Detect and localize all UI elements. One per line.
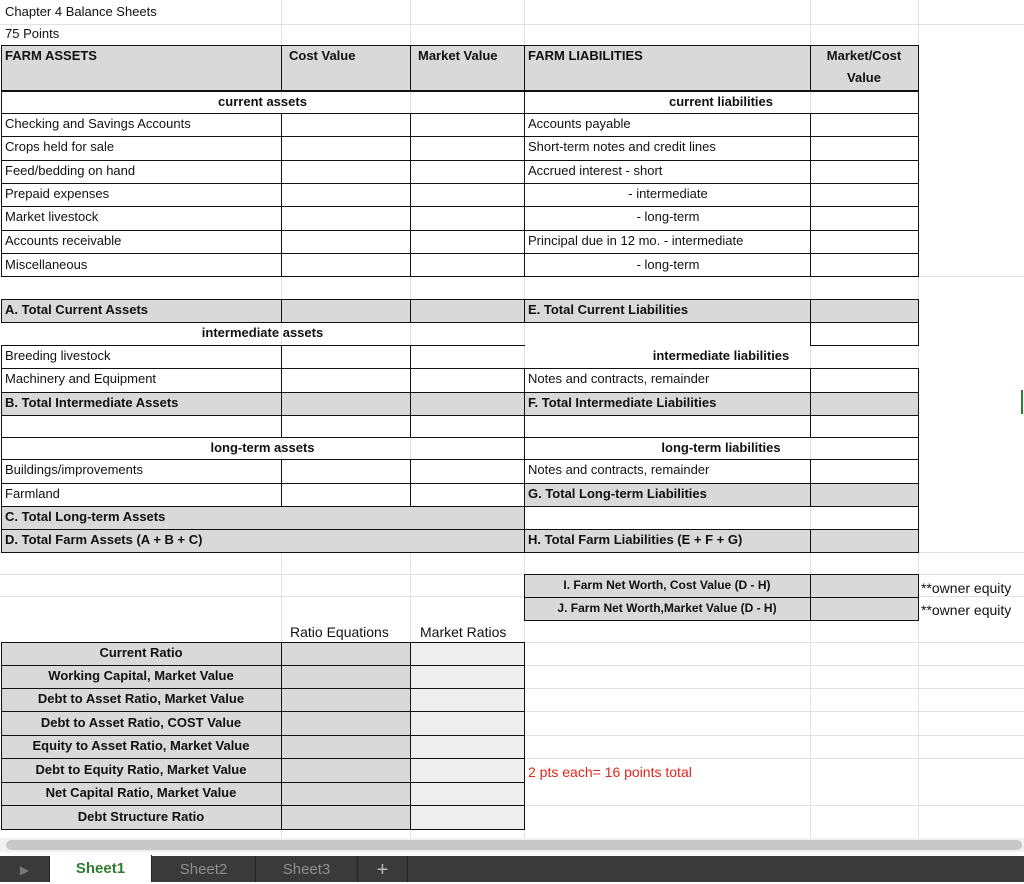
asset-row[interactable]: Machinery and Equipment — [5, 371, 157, 386]
asset-row[interactable]: Breeding livestock — [5, 348, 111, 363]
horizontal-scrollbar[interactable] — [0, 838, 1024, 852]
total-intermediate-liabilities: F. Total Intermediate Liabilities — [528, 395, 717, 410]
tab-sheet3[interactable]: Sheet3 — [256, 856, 358, 882]
sheet-tab-bar — [0, 856, 1024, 882]
assets-title: FARM ASSETS — [5, 48, 97, 63]
tab-sheet1[interactable]: Sheet1 — [50, 855, 152, 882]
liability-row[interactable]: Notes and contracts, remainder — [528, 371, 710, 386]
ratio-row[interactable]: Net Capital Ratio, Market Value — [45, 785, 237, 800]
owner-equity-note: **owner equity — [921, 602, 1012, 618]
asset-row[interactable]: Market livestock — [5, 209, 99, 224]
total-intermediate-assets: B. Total Intermediate Assets — [5, 395, 179, 410]
asset-row[interactable]: Prepaid expenses — [5, 186, 110, 201]
intermediate-assets-header: intermediate assets — [201, 325, 324, 340]
ratio-equations-header: Ratio Equations — [290, 624, 389, 640]
total-longterm-assets: C. Total Long-term Assets — [5, 509, 166, 524]
total-current-liabilities: E. Total Current Liabilities — [528, 302, 689, 317]
total-farm-liabilities: H. Total Farm Liabilities (E + F + G) — [528, 532, 743, 547]
asset-row[interactable]: Buildings/improvements — [5, 462, 144, 477]
value-header: Value — [847, 70, 881, 85]
liabilities-title: FARM LIABILITIES — [528, 48, 643, 63]
liability-row[interactable]: Notes and contracts, remainder — [528, 462, 710, 477]
ratio-row[interactable]: Working Capital, Market Value — [48, 668, 234, 683]
asset-row[interactable]: Checking and Savings Accounts — [5, 116, 191, 131]
asset-row[interactable]: Feed/bedding on hand — [5, 163, 136, 178]
asset-row[interactable]: Accounts receivable — [5, 233, 122, 248]
longterm-liabilities-header: long-term liabilities — [661, 440, 781, 455]
liability-row[interactable]: - long-term — [636, 209, 700, 224]
liability-row[interactable]: Accrued interest - short — [528, 163, 663, 178]
tab-sheet2[interactable]: Sheet2 — [152, 856, 256, 882]
asset-row[interactable]: Miscellaneous — [5, 257, 88, 272]
asset-row[interactable]: Crops held for sale — [5, 139, 115, 154]
ratio-row[interactable]: Debt to Asset Ratio, COST Value — [40, 715, 242, 730]
cost-value-header: Cost Value — [289, 48, 356, 63]
ratio-row[interactable]: Debt Structure Ratio — [77, 809, 205, 824]
add-sheet-icon[interactable]: + — [358, 856, 408, 882]
total-longterm-liabilities: G. Total Long-term Liabilities — [528, 486, 707, 501]
liability-row[interactable]: - intermediate — [628, 186, 708, 201]
net-worth-market: J. Farm Net Worth,Market Value (D - H) — [557, 601, 777, 615]
points-label: 75 Points — [5, 26, 60, 41]
chapter-title: Chapter 4 Balance Sheets — [5, 4, 157, 19]
total-farm-assets: D. Total Farm Assets (A + B + C) — [5, 532, 203, 547]
liability-row[interactable]: - long-term — [636, 257, 700, 272]
points-note: 2 pts each= 16 points total — [528, 764, 692, 780]
ratio-row[interactable]: Debt to Equity Ratio, Market Value — [35, 762, 247, 777]
selection-marker — [1021, 390, 1023, 414]
liability-row[interactable]: Principal due in 12 mo. - intermediate — [528, 233, 744, 248]
intermediate-liabilities-header: intermediate liabilities — [652, 348, 790, 363]
current-liabilities-header: current liabilities — [668, 94, 774, 109]
scrollbar-thumb[interactable] — [6, 840, 1022, 850]
ratio-row[interactable]: Debt to Asset Ratio, Market Value — [37, 691, 245, 706]
liability-row[interactable]: Short-term notes and credit lines — [528, 139, 716, 154]
market-cost-header: Market/Cost — [826, 48, 902, 63]
net-worth-cost: I. Farm Net Worth, Cost Value (D - H) — [563, 578, 771, 592]
market-value-header: Market Value — [418, 48, 498, 63]
ratio-row[interactable]: Equity to Asset Ratio, Market Value — [32, 738, 250, 753]
asset-row[interactable]: Farmland — [5, 486, 60, 501]
current-assets-header: current assets — [218, 94, 307, 109]
market-ratios-header: Market Ratios — [420, 624, 507, 640]
longterm-assets-header: long-term assets — [210, 440, 315, 455]
ratio-row[interactable]: Current Ratio — [99, 645, 183, 660]
total-current-assets: A. Total Current Assets — [5, 302, 149, 317]
owner-equity-note: **owner equity — [921, 580, 1012, 596]
play-icon[interactable]: ▶ — [0, 856, 50, 882]
liability-row[interactable]: Accounts payable — [528, 116, 631, 131]
